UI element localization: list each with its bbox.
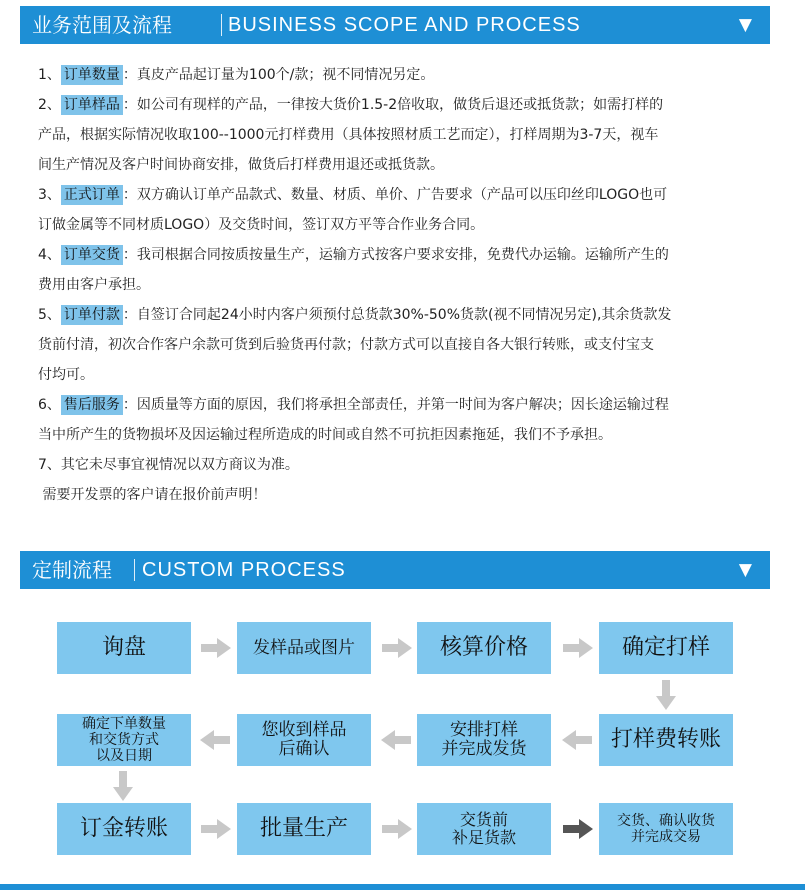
term-line [38, 210, 768, 240]
flow-arrow-down-icon [113, 771, 133, 801]
section-title-en: BUSINESS SCOPE AND PROCESS [228, 14, 581, 36]
term-tag: 订单样品 [61, 95, 123, 115]
process-step-row3-2: 批量生产 [237, 803, 371, 855]
term-number: 2、 [38, 97, 61, 113]
flow-arrow-left-icon [200, 730, 230, 750]
process-step-row2-1: 打样费转账 [599, 714, 733, 766]
process-step-row2-3: 您收到样品 后确认 [237, 714, 371, 766]
section-title-en: CUSTOM PROCESS [142, 559, 346, 581]
section-title-cn: 定制流程 [32, 558, 112, 582]
term-line [38, 300, 768, 330]
terms-list [38, 60, 768, 510]
term-text: 货前付清，初次合作客户余款可货到后验货再付款；付款方式可以直接自各大银行转账，或支付宝支 [38, 337, 654, 353]
term-line [38, 180, 768, 210]
process-step-row1-1: 询盘 [57, 622, 191, 674]
term-line [38, 450, 768, 480]
term-number: 4、 [38, 247, 61, 263]
term-text: ：如公司有现样的产品，一律按大货价1.5-2倍收取，做货后退还或抵货款；如需打样的 [122, 97, 664, 113]
process-step-row3-3: 交货前 补足货款 [417, 803, 551, 855]
custom-process-banner[interactable] [20, 551, 770, 589]
flow-arrow-right-icon [201, 819, 231, 839]
term-text: 付均可。 [38, 367, 94, 383]
term-tag: 订单交货 [61, 245, 123, 265]
process-step-row2-2: 安排打样 并完成发货 [417, 714, 551, 766]
flow-arrow-right-icon [201, 638, 231, 658]
term-text: 费用由客户承担。 [38, 277, 150, 293]
term-line [38, 360, 768, 390]
term-tag: 售后服务 [61, 395, 123, 415]
term-text: ：因质量等方面的原因，我们将承担全部责任，并第一时间为客户解决；因长途运输过程 [122, 397, 669, 413]
term-line [38, 60, 768, 90]
term-text: 需要开发票的客户请在报价前声明！ [38, 487, 267, 503]
collapse-arrow-icon[interactable]: ▼ [738, 15, 752, 35]
process-step-row1-2: 发样品或图片 [237, 622, 371, 674]
collapse-arrow-icon[interactable]: ▼ [738, 560, 752, 580]
flow-arrow-down-icon [656, 680, 676, 710]
term-line [38, 420, 768, 450]
term-text: 订做金属等不同材质LOGO）及交货时间，签订双方平等合作业务合同。 [38, 217, 485, 233]
term-number: 1、 [38, 67, 61, 83]
term-tag: 正式订单 [61, 185, 123, 205]
title-divider [221, 14, 222, 36]
term-tag: 订单付款 [61, 305, 123, 325]
term-line [38, 150, 768, 180]
term-line [38, 90, 768, 120]
term-text: 其它未尽事宜视情况以双方商议为准。 [60, 457, 299, 473]
term-text: ：真皮产品起订量为100个/款；视不同情况另定。 [122, 67, 435, 83]
process-step-row2-4: 确定下单数量 和交货方式 以及日期 [57, 714, 191, 766]
term-text: ：自签订合同起24小时内客户须预付总货款30%-50%货款(视不同情况另定),其余货款发 [122, 307, 672, 323]
process-step-row1-4: 确定打样 [599, 622, 733, 674]
business-scope-banner[interactable] [20, 6, 770, 44]
term-line [38, 120, 768, 150]
flow-arrow-right-icon [382, 819, 412, 839]
term-text: ：我司根据合同按质按量生产，运输方式按客户要求安排，免费代办运输。运输所产生的 [122, 247, 669, 263]
term-number: 3、 [38, 187, 61, 203]
term-number: 5、 [38, 307, 61, 323]
flow-arrow-right-icon [563, 638, 593, 658]
flow-arrow-right-icon [563, 819, 593, 839]
flow-arrow-left-icon [562, 730, 592, 750]
term-line [38, 480, 768, 510]
flow-arrow-right-icon [382, 638, 412, 658]
term-line [38, 330, 768, 360]
term-number: 6、 [38, 397, 61, 413]
process-step-row1-3: 核算价格 [417, 622, 551, 674]
term-line [38, 390, 768, 420]
bottom-divider [0, 884, 805, 890]
term-text: 间生产情况及客户时间协商安排，做货后打样费用退还或抵货款。 [38, 157, 444, 173]
section-title-cn: 业务范围及流程 [32, 13, 172, 37]
term-line [38, 240, 768, 270]
process-step-row3-4: 交货、确认收货 并完成交易 [599, 803, 733, 855]
process-step-row3-1: 订金转账 [57, 803, 191, 855]
term-line [38, 270, 768, 300]
term-tag: 订单数量 [61, 65, 123, 85]
term-number: 7、 [38, 457, 61, 473]
term-text: 产品，根据实际情况收取100--1000元打样费用（具体按照材质工艺而定），打样周期为3-7天，视车 [38, 127, 659, 143]
flow-arrow-left-icon [381, 730, 411, 750]
term-text: 当中所产生的货物损坏及因运输过程所造成的时间或自然不可抗拒因素拖延，我们不予承担。 [38, 427, 612, 443]
term-text: ：双方确认订单产品款式、数量、材质、单价、广告要求（产品可以压印丝印LOGO也可 [122, 187, 668, 203]
title-divider [134, 559, 135, 581]
